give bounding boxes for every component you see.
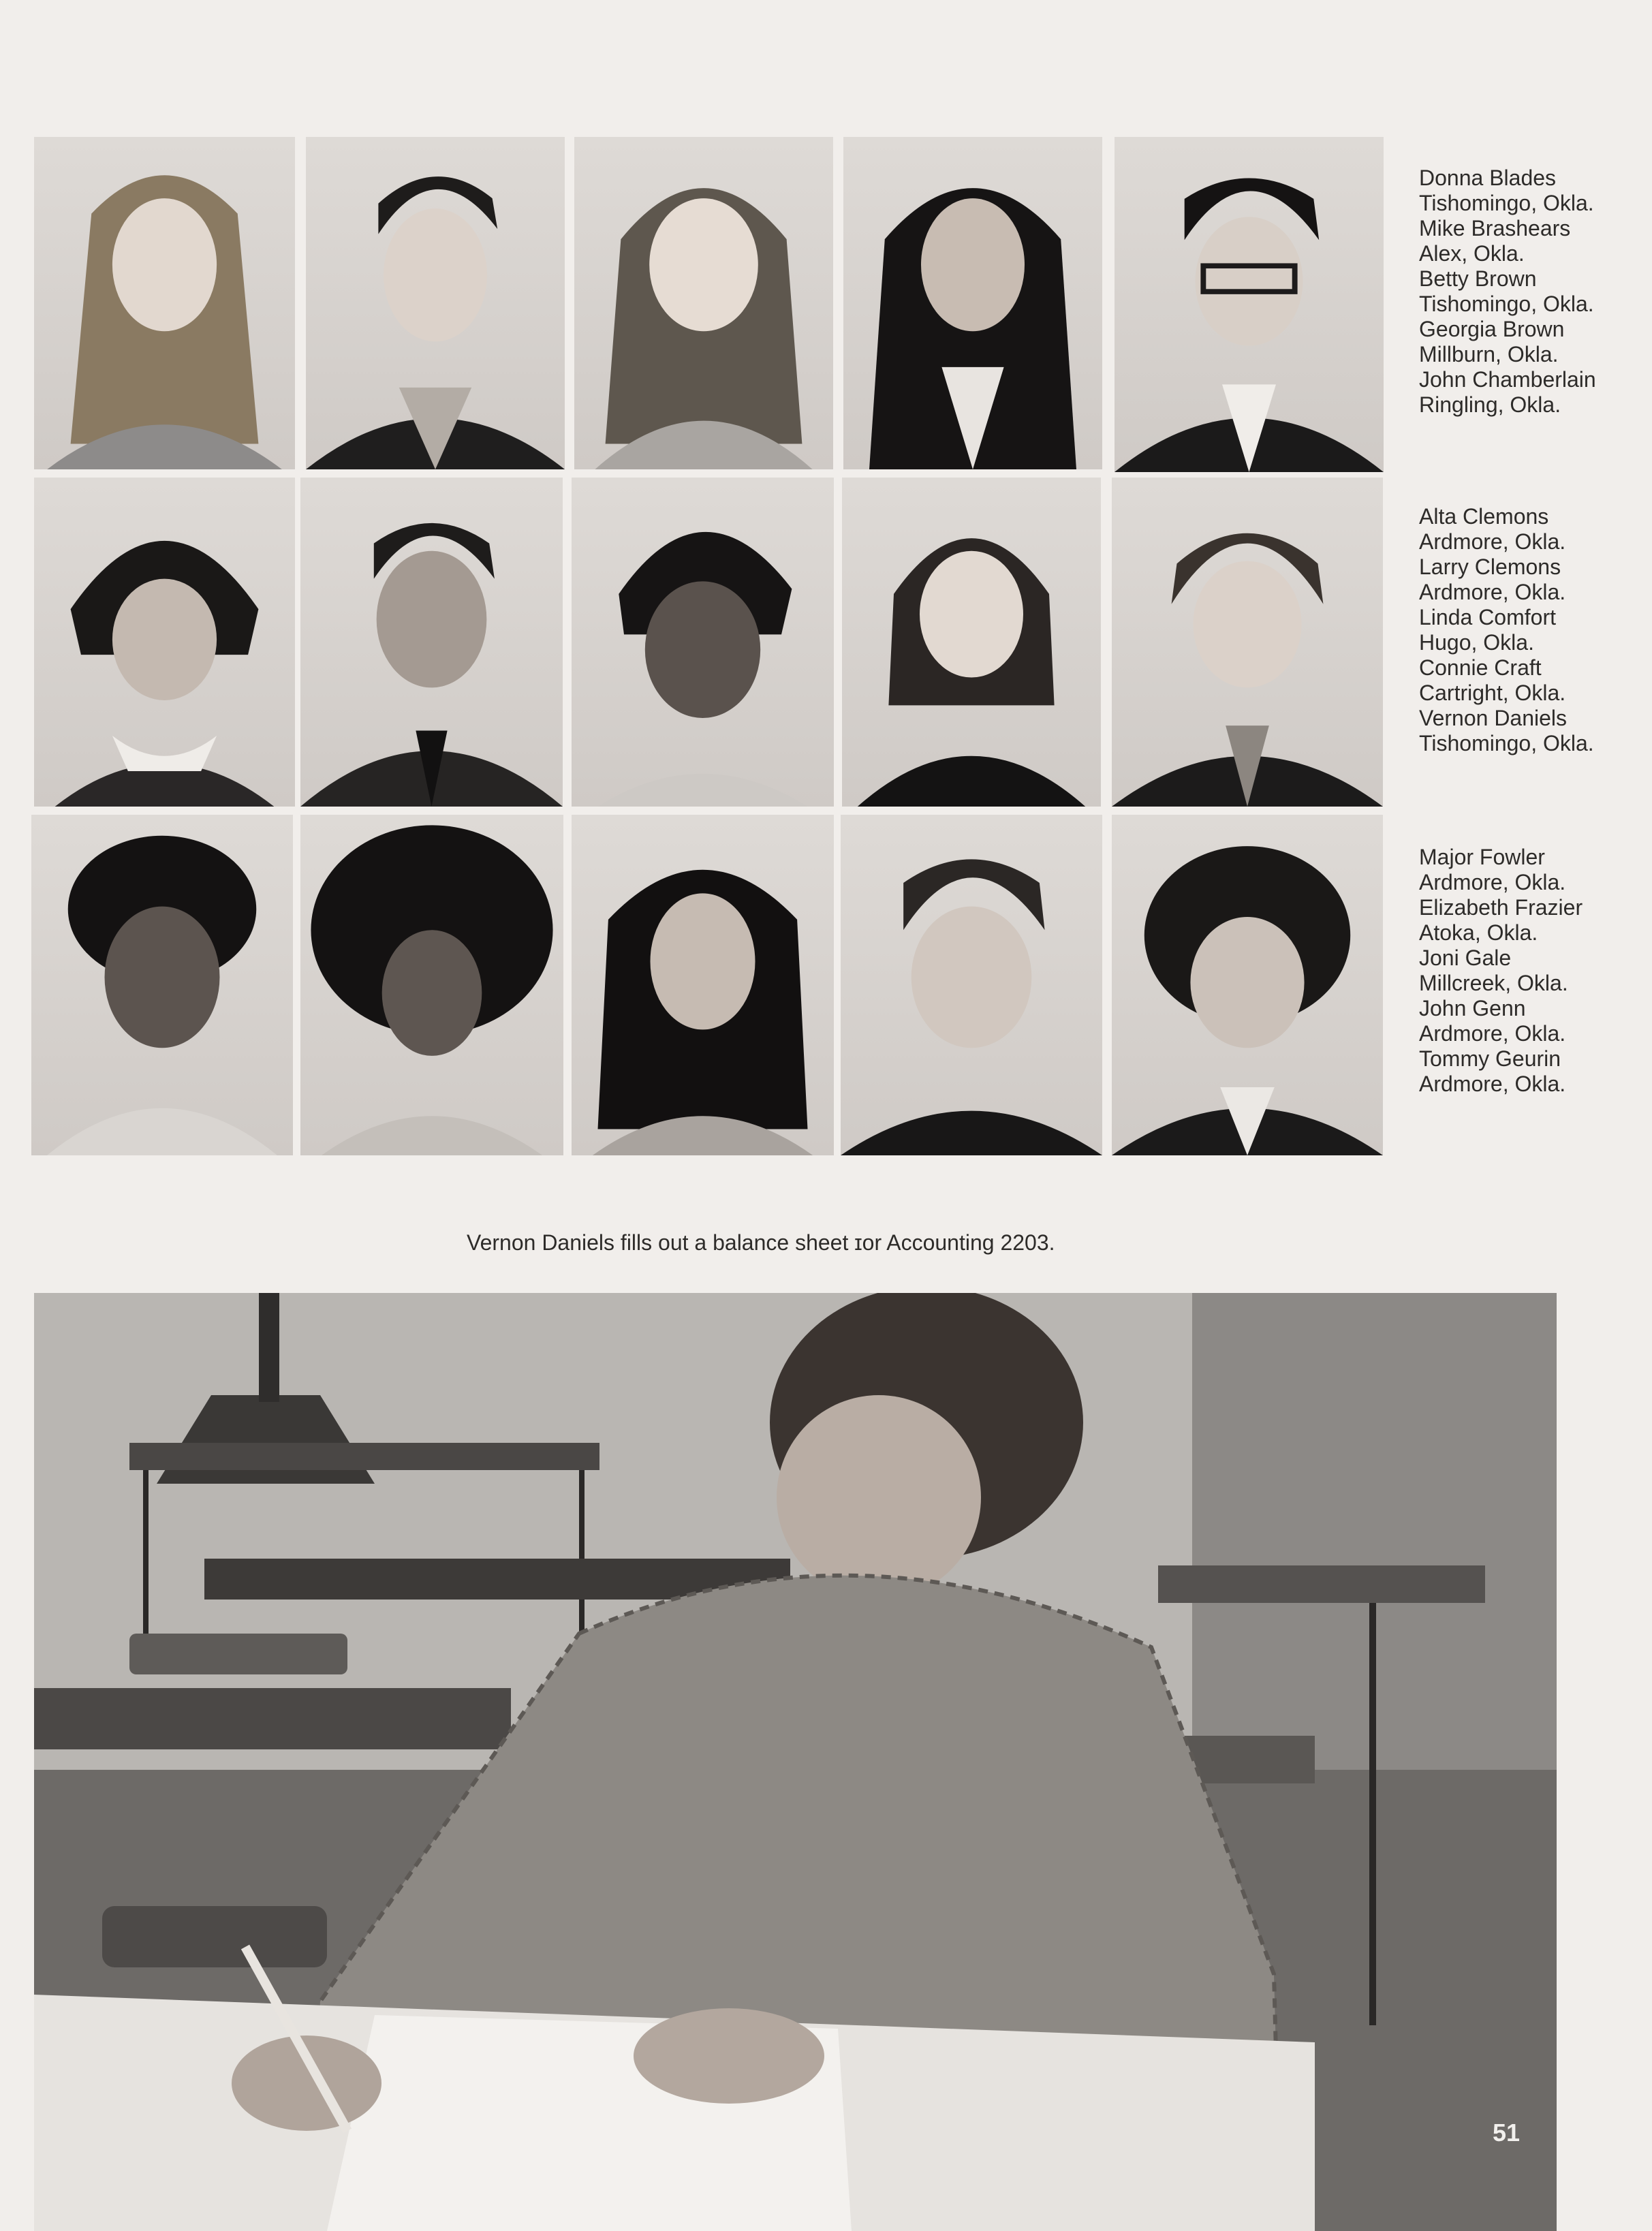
portrait-vernon-daniels [1112, 478, 1383, 807]
caption-row-3 [1419, 845, 1644, 1097]
caption-line: Millburn, Okla. [1419, 342, 1559, 366]
caption-line: John Genn [1419, 996, 1526, 1020]
portrait-larry-clemons [300, 478, 563, 807]
caption-line: Larry Clemons [1419, 555, 1561, 579]
portrait-donna-blades [34, 137, 295, 469]
portrait-tommy-geurin [1112, 815, 1383, 1155]
portrait-elizabeth-frazier [300, 815, 563, 1155]
caption-line: John Chamberlain [1419, 367, 1596, 392]
portrait-joni-gale [572, 815, 834, 1155]
caption-row-2 [1419, 504, 1644, 756]
page-number: 51 [1493, 2119, 1521, 2147]
caption-line: Ardmore, Okla. [1419, 1072, 1566, 1096]
caption-line: Betty Brown [1419, 266, 1537, 291]
caption-line: Georgia Brown [1419, 317, 1565, 341]
caption-line: Ardmore, Okla. [1419, 870, 1566, 894]
portrait-mike-brashears [306, 137, 565, 469]
caption-line: Joni Gale [1419, 946, 1512, 970]
portrait-linda-comfort [572, 478, 834, 807]
caption-line: Elizabeth Frazier [1419, 895, 1583, 920]
caption-line: Tishomingo, Okla. [1419, 731, 1594, 755]
caption-line: Donna Blades [1419, 166, 1557, 190]
classroom-photo-illustration [34, 1293, 1557, 2231]
portrait-alta-clemons [34, 478, 295, 807]
photo-caption-text: Vernon Daniels fills out a balance sheet ɪor Accounting 2203. [467, 1230, 1055, 1255]
caption-line: Atoka, Okla. [1419, 920, 1538, 945]
caption-line: Alta Clemons [1419, 504, 1549, 529]
caption-line: Mike Brashears [1419, 216, 1571, 240]
classroom-photo [34, 1293, 1557, 2231]
caption-line: Tommy Geurin [1419, 1046, 1561, 1071]
portrait-major-fowler [31, 815, 293, 1155]
caption-line: Ardmore, Okla. [1419, 580, 1566, 604]
caption-line: Major Fowler [1419, 845, 1545, 869]
portrait-john-genn [841, 815, 1102, 1155]
caption-line: Ringling, Okla. [1419, 392, 1561, 417]
caption-line: Ardmore, Okla. [1419, 1021, 1566, 1046]
caption-line: Hugo, Okla. [1419, 630, 1534, 655]
caption-line: Millcreek, Okla. [1419, 971, 1568, 995]
caption-line: Ardmore, Okla. [1419, 529, 1566, 554]
caption-line: Tishomingo, Okla. [1419, 292, 1594, 316]
portrait-betty-brown [574, 137, 833, 469]
caption-line: Connie Craft [1419, 655, 1542, 680]
caption-line: Vernon Daniels [1419, 706, 1568, 730]
portrait-connie-craft [842, 478, 1101, 807]
caption-line: Cartright, Okla. [1419, 681, 1566, 705]
caption-line: Linda Comfort [1419, 605, 1556, 629]
portrait-georgia-brown [843, 137, 1102, 469]
caption-line: Alex, Okla. [1419, 241, 1525, 266]
portrait-john-chamberlain [1115, 137, 1384, 472]
caption-line: Tishomingo, Okla. [1419, 191, 1594, 215]
caption-row-1 [1419, 166, 1644, 418]
